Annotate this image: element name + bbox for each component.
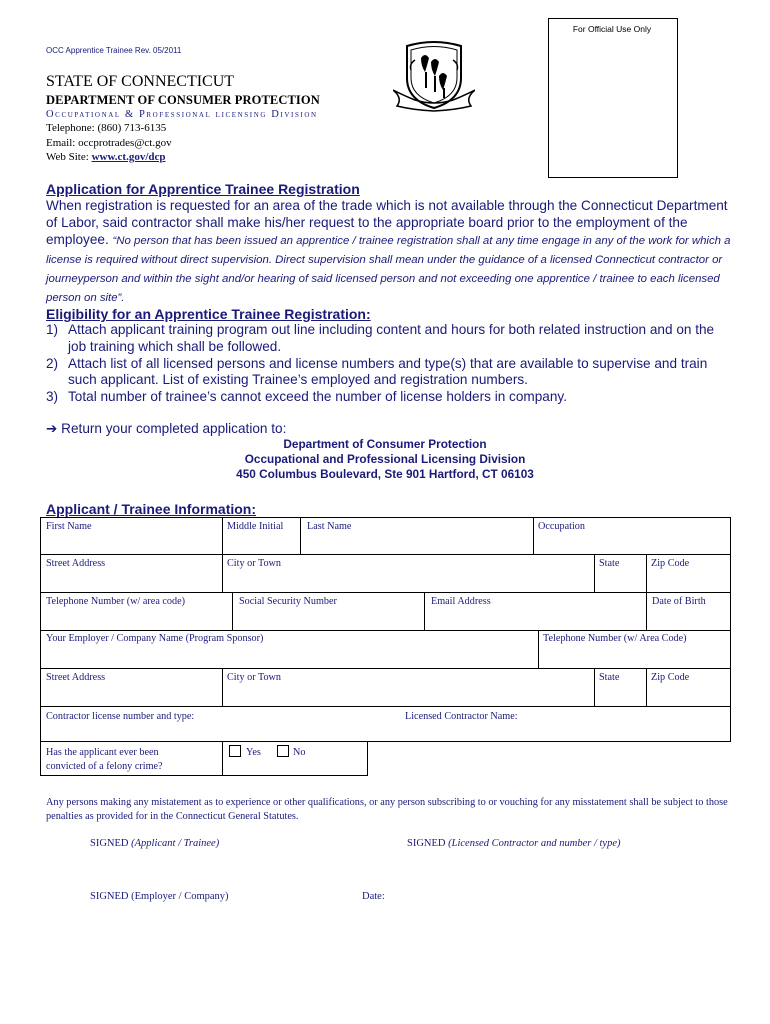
list-text: Attach list of all licensed persons and license numbers and type(s) that are available to supervise and train such applicant. List of existing Trainee’s employed and registration numbers.: [68, 355, 708, 388]
employer-street-label: Street Address: [46, 672, 106, 683]
address-line-3: 450 Columbus Boulevard, Ste 901 Hartford, CT 06103: [236, 467, 534, 481]
state-label: State: [599, 558, 620, 569]
applicant-signature-label: [90, 838, 219, 849]
address-line-1: Department of Consumer Protection: [283, 437, 487, 451]
contractor-signature-label: [407, 838, 620, 849]
street-address-label: Street Address: [46, 558, 106, 569]
employer-zip-label: Zip Code: [651, 672, 690, 683]
list-item: [46, 322, 736, 356]
date-of-birth-label: Date of Birth: [652, 596, 706, 607]
intro-text: When registration is requested for an area of the trade which is not available through the Connecticut Department of Labor, said contractor shall make his/her request to the appropriate board prior to the employment of the employee.: [46, 198, 728, 247]
zip-label: Zip Code: [651, 558, 690, 569]
felony-question-line1: Has the applicant ever been: [46, 747, 159, 758]
yes-checkbox[interactable]: [229, 745, 241, 757]
date-label: Date:: [362, 891, 385, 902]
return-instruction: [46, 421, 286, 437]
division-title: Occupational & Professional licensing Division: [46, 109, 318, 120]
no-label: No: [293, 747, 306, 758]
application-title: Application for Apprentice Trainee Registration: [46, 181, 360, 197]
employer-state-label: State: [599, 672, 620, 683]
official-use-label: For Official Use Only: [572, 24, 652, 34]
intro-quote: “No person that has been issued an apprentice / trainee registration shall at any time engage in any of the work for which a license is required without direct supervision. Direct supervision shall mean under the guidance of a licensed Connecticut contractor or journeyperson and within the sight and/or hearing of said licensed person and not exceeding one apprentice / trainee to each licensed person on site”.: [46, 235, 731, 304]
telephone-label: Telephone Number (w/ area code): [46, 596, 186, 607]
eligibility-list: [46, 322, 736, 406]
employer-label: Your Employer / Company Name (Program Sponsor): [46, 633, 264, 644]
signed-prefix: SIGNED: [90, 838, 132, 849]
list-number: 2): [46, 355, 59, 371]
list-text: Total number of trainee’s cannot exceed the number of license holders in company.: [68, 389, 567, 405]
revision-line: OCC Apprentice Trainee Rev. 05/2011: [46, 46, 182, 55]
misstatement-notice: Any persons making any mistatement as to experience or other qualifications, or any person subscribing to or vouching for any misstatement shall be subject to those penalties as provided for in the Connecticut General Statutes.: [46, 797, 728, 822]
ssn-label: Social Security Number: [239, 596, 337, 607]
return-address: [0, 437, 770, 482]
occupation-label: Occupation: [538, 521, 585, 532]
felony-question-line2: convicted of a felony crime?: [46, 761, 163, 772]
email-line: Email: occprotrades@ct.gov: [46, 137, 172, 149]
middle-initial-label: Middle Initial: [227, 521, 284, 532]
website-prefix: Web Site:: [46, 151, 92, 163]
list-item: [46, 356, 736, 390]
website-link[interactable]: www.ct.gov/dcp: [91, 151, 166, 163]
contractor-name-label: Licensed Contractor Name:: [405, 711, 518, 722]
applicant-role: (Applicant / Trainee): [131, 838, 220, 849]
website-line: [46, 151, 166, 163]
intro-paragraph: [46, 197, 736, 307]
email-address-label: Email Address: [431, 596, 491, 607]
contractor-role: (Licensed Contractor and number / type): [448, 838, 621, 849]
state-title: STATE OF CONNECTICUT: [46, 73, 235, 90]
employer-signature-label: SIGNED (Employer / Company): [90, 891, 229, 902]
first-name-label: First Name: [46, 521, 92, 532]
no-checkbox[interactable]: [277, 745, 289, 757]
last-name-label: Last Name: [307, 521, 352, 532]
signed-prefix: SIGNED: [407, 838, 449, 849]
eligibility-title: Eligibility for an Apprentice Trainee Registration:: [46, 306, 371, 322]
list-number: 1): [46, 322, 59, 337]
list-item: [46, 389, 736, 406]
department-title: DEPARTMENT OF CONSUMER PROTECTION: [46, 93, 320, 107]
list-number: 3): [46, 389, 59, 405]
city-label: City or Town: [227, 558, 282, 569]
list-text: Attach applicant training program out line including content and hours for both related instruction and on the job training which shall be followed.: [68, 322, 715, 354]
state-seal-icon: [393, 40, 475, 112]
employer-city-label: City or Town: [227, 672, 282, 683]
contractor-license-label: Contractor license number and type:: [46, 711, 195, 722]
return-text: Return your completed application to:: [57, 421, 287, 436]
telephone-line: Telephone: (860) 713-6135: [46, 122, 167, 134]
employer-phone-label: Telephone Number (w/ Area Code): [543, 633, 687, 644]
arrow-right-icon: ➔: [46, 421, 58, 436]
address-line-2: Occupational and Professional Licensing Division: [244, 452, 526, 466]
applicant-title: Applicant / Trainee Information:: [46, 501, 257, 517]
official-use-box: [548, 18, 678, 178]
yes-label: Yes: [246, 747, 261, 758]
